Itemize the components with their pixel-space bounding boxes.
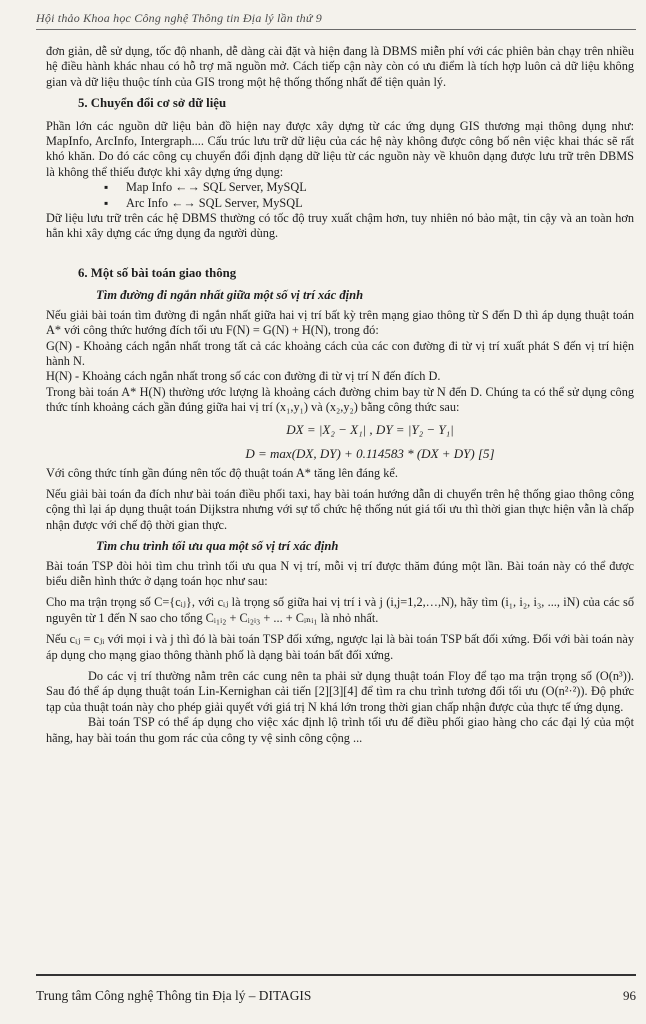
shortest-path-paragraph-4: Nếu giải bài toán đa đích như bài toán điều phối taxi, hay bài toán hướng dẫn di chuyển trên hệ thống giao thông công cộng thì lại áp dụng thuật toán Dijkstra nhưng với sự tổ chức hệ thống nút giá tối ưu thì thời gian thực hiện vẫn là chấp nhận được với chế độ thời gian thực. <box>46 486 634 532</box>
list-item: ▪ Arc Info ←→ SQL Server, MySQL <box>104 196 634 211</box>
conversion-list <box>104 180 634 211</box>
section-5-paragraph-2: Dữ liệu lưu trữ trên các hệ DBMS thường có tốc độ truy xuất chậm hơn, tuy nhiên nó bảo mật, tin cậy và an toàn hơn hẳn khi xây dựng các ứng dụng đa người dùng. <box>46 211 634 241</box>
section-5-paragraph-1: Phần lớn các nguồn dữ liệu bản đồ hiện nay được xây dựng từ các ứng dụng GIS thương mại thông dụng như: MapInfo, ArcInfo, Intergraph.... Cấu trúc lưu trữ dữ liệu của các hệ này không được công bố nên việc khai thác sẽ rất khó khăn. Do đó các công cụ chuyển đổi định dạng dữ liệu từ các nguồn này về khuôn dạng được lưu trữ trên DBMS là không thể thiếu được khi xây dựng ứng dụng: <box>46 118 634 179</box>
page-number: 96 <box>623 988 636 1003</box>
h-definition: H(N) - Khoảng cách ngắn nhất trong số các con đường đi từ vị trí N đến đích D. <box>46 369 441 384</box>
tsp-paragraph-5: Bài toán TSP có thể áp dụng cho việc xác định lộ trình tối ưu để điều phối giao hàng cho các đại lý của một hãng, hay bài toán thu gom rác của công ty vệ sinh công cộng ... <box>46 715 634 745</box>
tsp-paragraph-4: Do các vị trí thường nằm trên các cung nên ta phải sử dụng thuật toán Floy để tạo ma trận trọng số (O(n³)). Sau đó thể áp dụng thuật toán Lin-Kernighan cải tiến [2][3][4] để tìm ra chu trình tương đối tối ưu (O(n²·²)). Độ phức tạp của thuật toán này cho phép giải quyết với giá trị N khá lớn trong thời gian chấp nhận được của thực tế ứng dụng. <box>46 669 634 714</box>
tsp-paragraph-2: Cho ma trận trọng số C={cᵢⱼ}, với cᵢⱼ là trọng số giữa hai vị trí i và j (i,j=1,2,…,N), hãy tìm (i₁, i₂, i₃, ..., iN) của các số nguyên từ 1 đến N sao cho tổng Cᵢ₁ᵢ₂ + Cᵢ₂ᵢ₃ + ... + Cᵢₙᵢ₁ là nhỏ nhất. <box>46 595 634 625</box>
subsection-tsp-heading: Tìm chu trình tối ưu qua một số vị trí xác định <box>96 539 339 554</box>
tsp-paragraph-3: Nếu cᵢⱼ = cⱼᵢ với mọi i và j thì đó là bài toán TSP đối xứng, ngược lại là bài toán TSP bất đối xứng. Đối với bài toán này áp dụng cho mạng giao thông thành phố là dạng bài toán bất đối xứng. <box>46 632 634 662</box>
subsection-shortest-path-heading: Tìm đường đi ngắn nhất giữa một số vị trí xác định <box>96 288 364 303</box>
section-6-heading: 6. Một số bài toán giao thông <box>78 265 237 280</box>
list-item: ▪ Map Info ←→ SQL Server, MySQL <box>104 180 634 195</box>
intro-paragraph: đơn giản, dễ sử dụng, tốc độ nhanh, dễ dàng cài đặt và hiện đang là DBMS miễn phí với các phiên bản chạy trên nhiều hệ điều hành khác nhau có hỗ trợ mã nguồn mở. Cách tiếp cận này còn có ưu điểm là tích hợp luôn cả dữ liệu không gian và dữ liệu thuộc tính của GIS trong một hệ thống thống nhất để tiện quản lý. <box>46 44 634 89</box>
distance-formula-2: D = max(DX, DY) + 0.114583 * (DX + DY) [5] <box>245 445 495 461</box>
shortest-path-paragraph-3: Với công thức tính gần đúng nên tốc độ thuật toán A* tăng lên đáng kể. <box>46 465 398 480</box>
page-footer <box>36 974 636 1004</box>
shortest-path-paragraph-2: Trong bài toán A* H(N) thường ước lượng là khoảng cách đường chim bay từ N đến D. Chúng ta có thể sử dụng công thức tính khoảng cách gần đúng giữa hai vị trí (x₁,y₁) và (x₂,y₂) bằng công thức sau: <box>46 384 634 415</box>
distance-formula-1: DX = |X₂ − X₁| , DY = |Y₂ − Y₁| <box>286 421 454 437</box>
shortest-path-paragraph-1: Nếu giải bài toán tìm đường đi ngắn nhất giữa hai vị trí bất kỳ trên mạng giao thông từ S đến D thì áp dụng thuật toán A* với công thức hướng đích tối ưu F(N) = G(N) + H(N), trong đó: <box>46 307 634 338</box>
footer-organization: Trung tâm Công nghệ Thông tin Địa lý – DITAGIS <box>36 988 312 1003</box>
g-definition: G(N) - Khoảng cách ngắn nhất trong tất cả các khoảng cách của các con đường đi từ vị trí xuất phát S đến vị trí hiện hành N. <box>46 338 634 368</box>
page-body <box>46 44 634 752</box>
section-5-heading: 5. Chuyển đổi cơ sở dữ liệu <box>78 96 227 111</box>
tsp-paragraph-1: Bài toán TSP đòi hỏi tìm chu trình tối ưu qua N vị trí, mỗi vị trí được thăm đúng một lần. Bài toán này có thể được biểu diễn hình thức ở dạng toán học như sau: <box>46 558 634 588</box>
running-header: Hội thảo Khoa học Công nghệ Thông tin Địa lý lần thứ 9 <box>36 11 636 30</box>
